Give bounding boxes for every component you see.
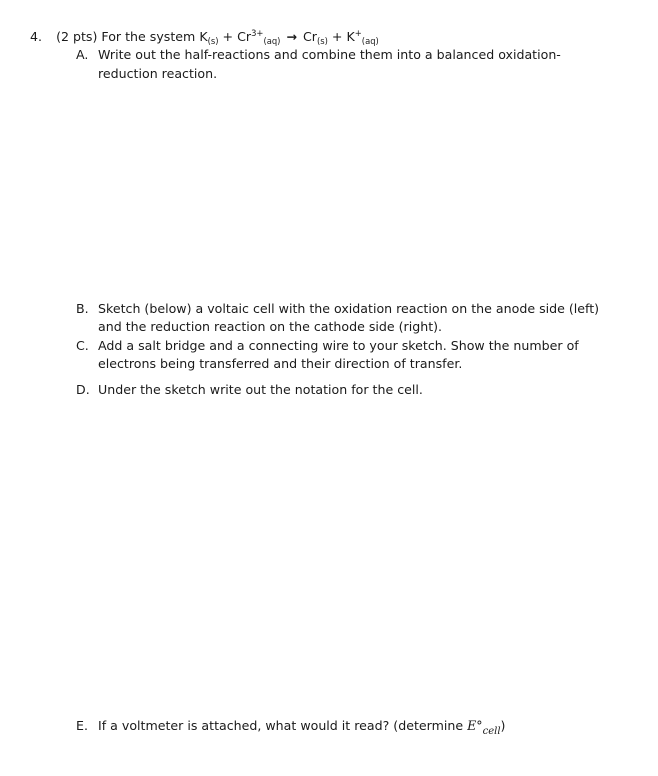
- cell-potential-symbol: $E^\circ_{cell}$: [467, 718, 501, 737]
- part-d-letter: D.: [76, 382, 90, 397]
- part-a-text-line1: Write out the half-reactions and combine them into a balanced oxidation-: [98, 47, 561, 62]
- reaction-arrow-icon: →: [286, 29, 297, 44]
- part-e-text: If a voltmeter is attached, what would it read? (determine $E^\circ_{cell}$): [98, 718, 506, 737]
- question-header: [30, 29, 379, 45]
- reaction-equation: $K_{(s)} + Cr^{3+}_{(aq)} \to Cr_{(s)} + K^+_{(aq)}$: [199, 28, 379, 46]
- part-b-text-line2: and the reduction reaction on the cathode side (right).: [98, 319, 443, 334]
- part-a-text-line2: reduction reaction.: [98, 66, 218, 81]
- part-b-text-line1: Sketch (below) a voltaic cell with the oxidation reaction on the anode side (left): [98, 301, 600, 316]
- part-b-letter: B.: [76, 301, 89, 316]
- part-d-text-line1: Under the sketch write out the notation for the cell.: [98, 382, 423, 397]
- part-c-letter: C.: [76, 338, 89, 353]
- part-e-letter: E.: [76, 718, 88, 733]
- part-a-letter: A.: [76, 47, 89, 62]
- question-points: (2 pts): [56, 29, 98, 44]
- question-prompt: For the system: [101, 29, 196, 44]
- part-c-text-line2: electrons being transferred and their direction of transfer.: [98, 356, 463, 371]
- question-number: 4.: [30, 29, 43, 44]
- part-c-text-line1: Add a salt bridge and a connecting wire to your sketch. Show the number of: [98, 338, 579, 353]
